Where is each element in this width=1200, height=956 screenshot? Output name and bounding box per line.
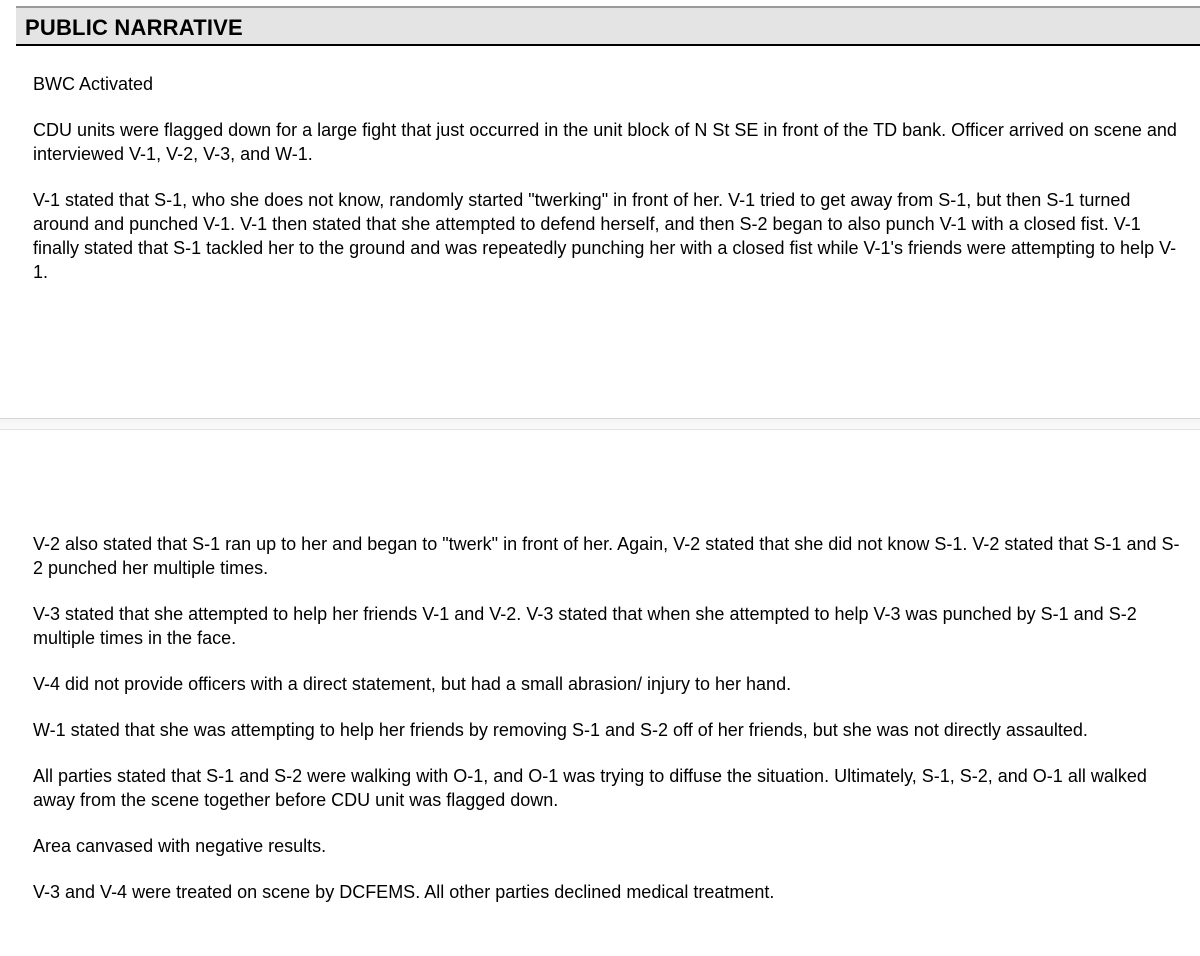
narrative-paragraph: V-1 stated that S-1, who she does not know, randomly started "twerking" in front of her. V-1 tried to get away from S-1, but then S-1 turned around and punched V-1. V-1 then stated that she attempted to defend herself, and then S-2 began to also punch V-1 with a closed fist. V-1 finally stated that S-1 tackled her to the ground and was repeatedly punching her with a closed fist while V-1's friends were attempting to help V-1. [33,190,1177,282]
narrative-page-2 [33,532,1188,904]
narrative-paragraph: V-2 also stated that S-1 ran up to her and began to "twerk" in front of her. Again, V-2 stated that she did not know S-1. V-2 stated that S-1 and S-2 punched her multiple times. [33,534,1180,578]
section-header [16,8,1200,46]
narrative-paragraph: Area canvased with negative results. [33,836,327,856]
narrative-paragraph: W-1 stated that she was attempting to help her friends by removing S-1 and S-2 off of her friends, but she was not directly assaulted. [33,720,1088,740]
narrative-paragraph: V-3 stated that she attempted to help her friends V-1 and V-2. V-3 stated that when she attempted to help V-3 was punched by S-1 and S-2 multiple times in the face. [33,604,1137,648]
narrative-paragraph: BWC Activated [33,74,154,94]
section-title: PUBLIC NARRATIVE [25,15,243,40]
page-break [0,418,1200,430]
narrative-paragraph: V-4 did not provide officers with a direct statement, but had a small abrasion/ injury to her hand. [33,674,792,694]
narrative-paragraph: All parties stated that S-1 and S-2 were walking with O-1, and O-1 was trying to diffuse the situation. Ultimately, S-1, S-2, and O-1 all walked away from the scene together before CDU unit was flagged down. [33,766,1147,810]
narrative-paragraph: V-3 and V-4 were treated on scene by DCFEMS. All other parties declined medical treatment. [33,882,775,902]
narrative-paragraph: CDU units were flagged down for a large fight that just occurred in the unit block of N St SE in front of the TD bank. Officer arrived on scene and interviewed V-1, V-2, V-3, and W-1. [33,120,1177,164]
narrative-page-1 [33,72,1188,284]
